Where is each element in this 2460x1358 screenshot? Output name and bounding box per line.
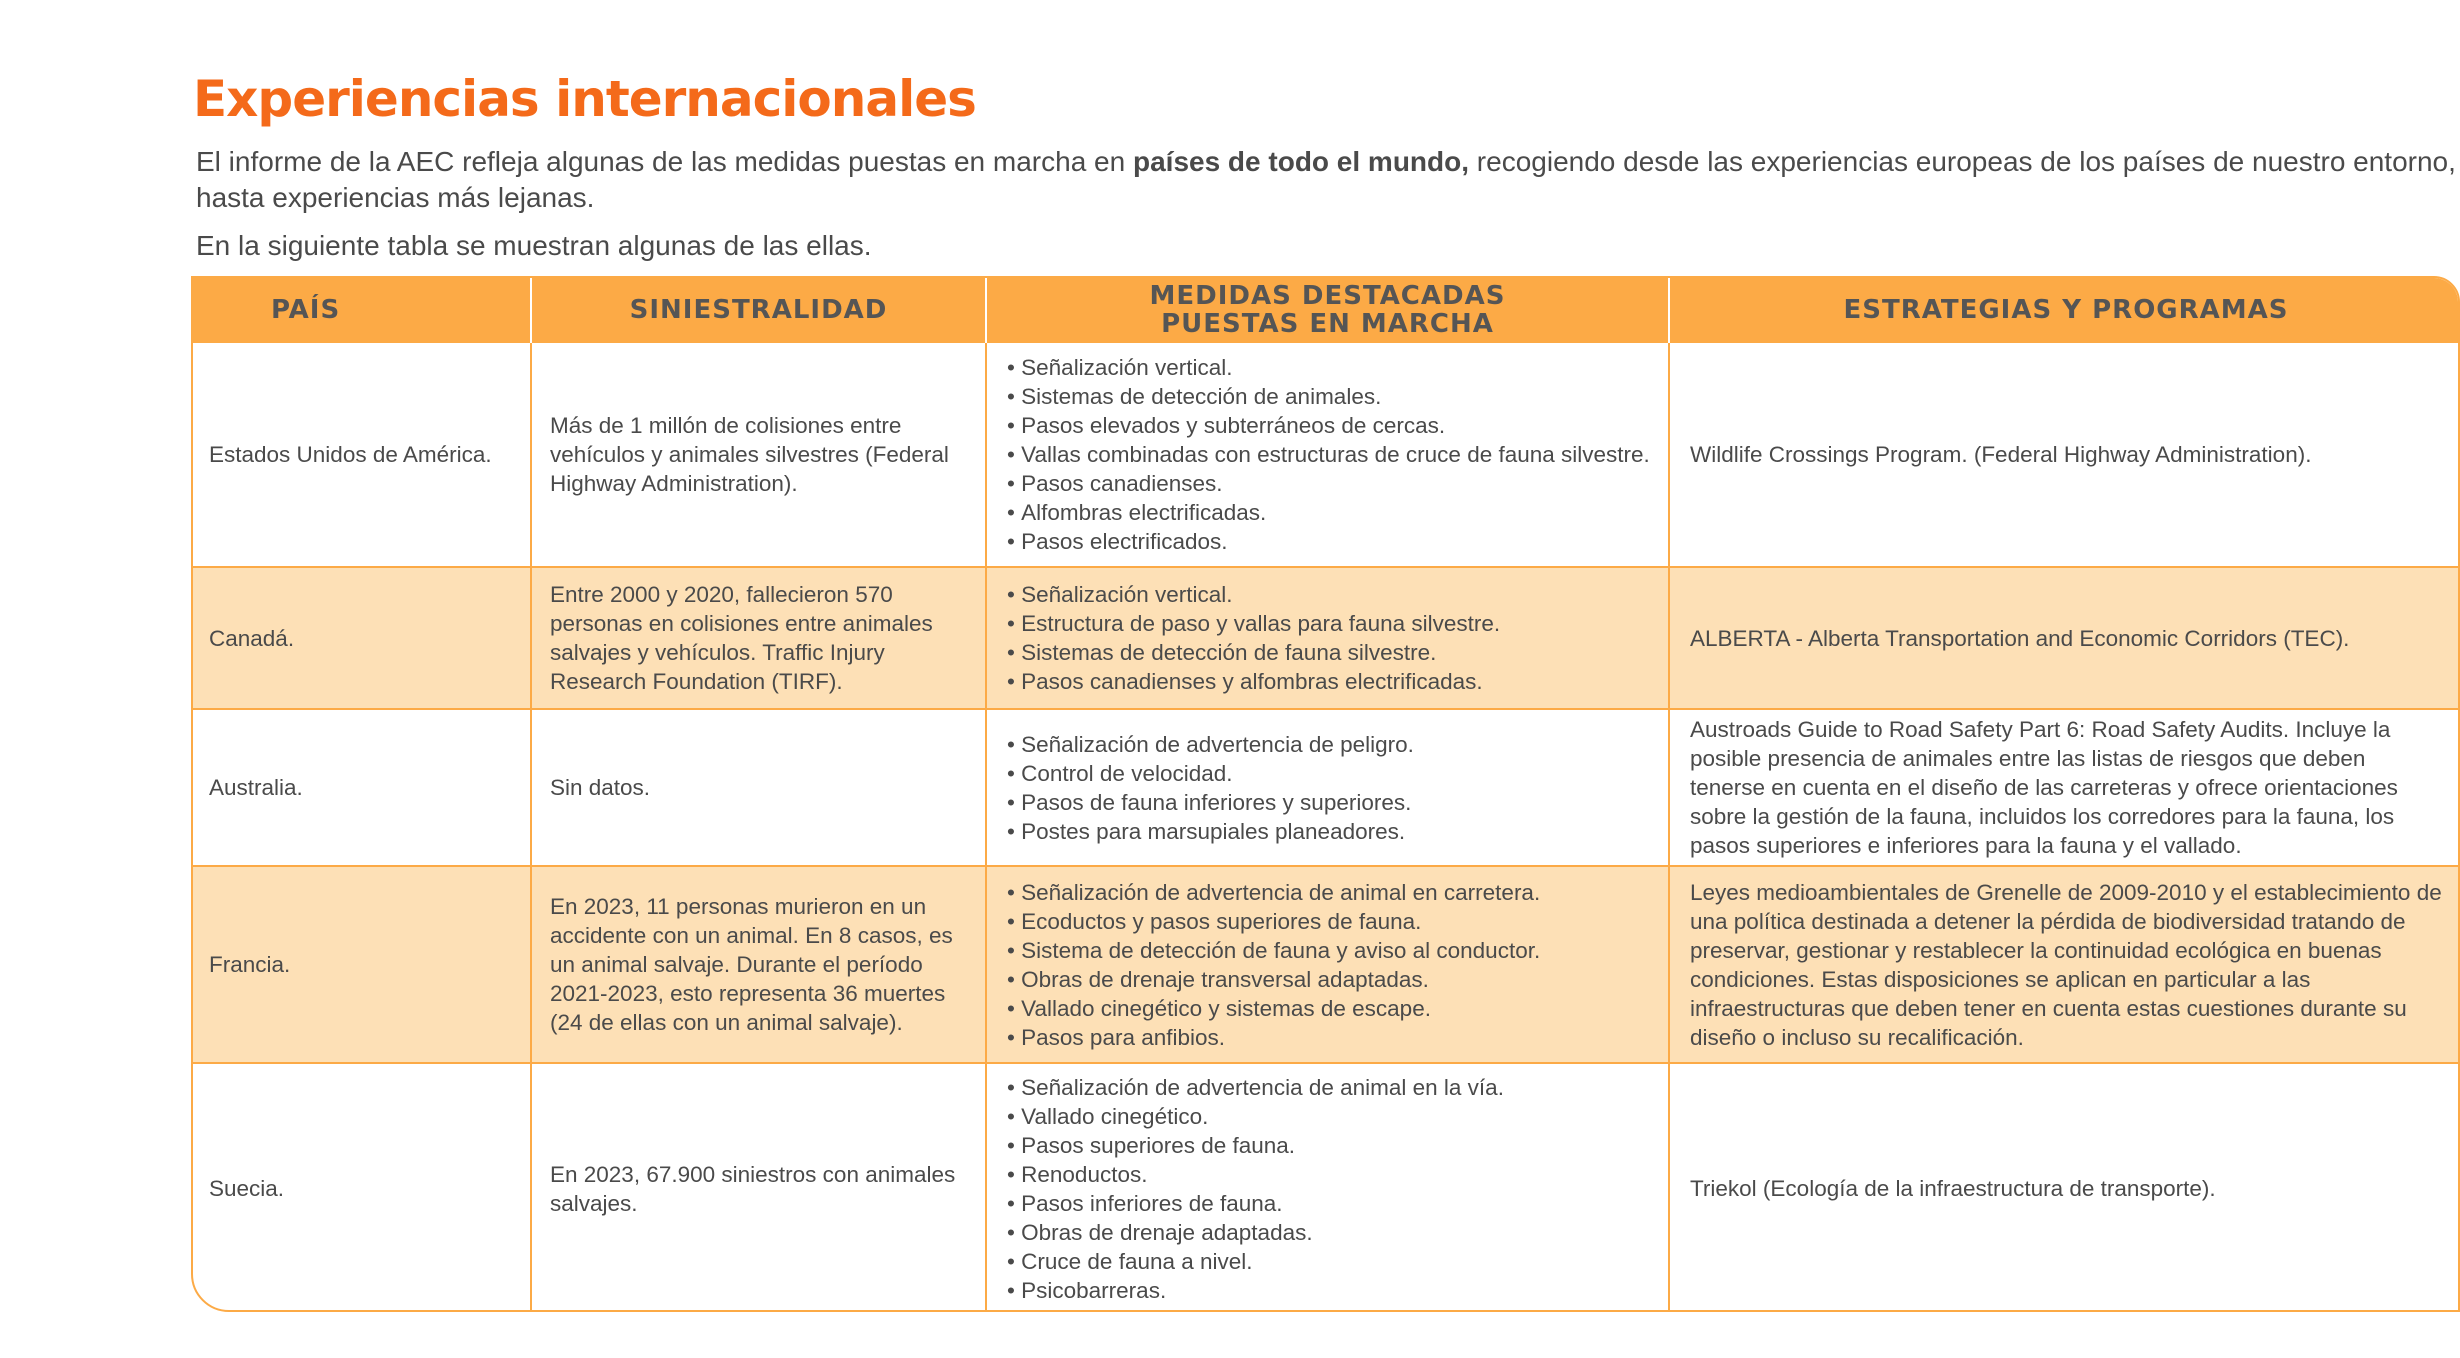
list-item: • Señalización vertical.	[1007, 580, 1650, 609]
list-item: • Vallado cinegético y sistemas de escape.	[1007, 994, 1650, 1023]
list-item: • Obras de drenaje adaptadas.	[1007, 1218, 1650, 1247]
cell-medidas	[986, 709, 1669, 866]
cell-medidas	[986, 1063, 1669, 1312]
cell-pais: Francia.	[193, 866, 531, 1063]
cell-pais: Australia.	[193, 709, 531, 866]
cell-estrategias: Triekol (Ecología de la infraestructura de transporte).	[1669, 1063, 2460, 1312]
list-item: • Señalización vertical.	[1007, 353, 1650, 382]
cell-siniestralidad: En 2023, 11 personas murieron en un accidente con un animal. En 8 casos, es un animal salvaje. Durante el período 2021-2023, esto representa 36 muertes (24 de ellas con un animal salvaje).	[531, 866, 986, 1063]
cell-medidas	[986, 567, 1669, 709]
table-row	[193, 342, 2460, 567]
list-item: • Sistemas de detección de animales.	[1007, 382, 1650, 411]
medidas-list	[1007, 353, 1650, 556]
list-item: • Pasos de fauna inferiores y superiores.	[1007, 788, 1650, 817]
list-item: • Estructura de paso y vallas para fauna silvestre.	[1007, 609, 1650, 638]
list-item: • Renoductos.	[1007, 1160, 1650, 1189]
list-item: • Pasos elevados y subterráneos de cercas.	[1007, 411, 1650, 440]
list-item: • Pasos electrificados.	[1007, 527, 1650, 556]
table-row	[193, 866, 2460, 1063]
header-medidas	[986, 278, 1669, 342]
page-title: Experiencias internacionales	[193, 70, 976, 128]
list-item: • Control de velocidad.	[1007, 759, 1650, 788]
cell-pais: Suecia.	[193, 1063, 531, 1312]
header-medidas-line1: MEDIDAS DESTACADAS	[1149, 280, 1506, 311]
cell-estrategias: Leyes medioambientales de Grenelle de 2009-2010 y el establecimiento de una política destinada a detener la pérdida de biodiversidad tratando de preservar, gestionar y restablecer la continuidad ecológica en buenas condiciones. Estas disposiciones se aplican en particular a las infraestructuras que deben tener en cuenta estas cuestiones durante su diseño o incluso su recalificación.	[1669, 866, 2460, 1063]
list-item: • Pasos canadienses.	[1007, 469, 1650, 498]
list-item: • Ecoductos y pasos superiores de fauna.	[1007, 907, 1650, 936]
intro-second-paragraph: En la siguiente tabla se muestran algunas de las ellas.	[196, 230, 872, 261]
header-medidas-line2: PUESTAS EN MARCHA	[1161, 308, 1494, 339]
list-item: • Señalización de advertencia de peligro.	[1007, 730, 1650, 759]
header-estrategias: ESTRATEGIAS Y PROGRAMAS	[1669, 278, 2460, 342]
medidas-list	[1007, 580, 1650, 696]
cell-siniestralidad: Más de 1 millón de colisiones entre vehículos y animales silvestres (Federal Highway Administration).	[531, 342, 986, 567]
cell-estrategias: ALBERTA - Alberta Transportation and Economic Corridors (TEC).	[1669, 567, 2460, 709]
medidas-list	[1007, 878, 1650, 1052]
list-item: • Psicobarreras.	[1007, 1276, 1650, 1305]
table-row	[193, 1063, 2460, 1312]
list-item: • Vallado cinegético.	[1007, 1102, 1650, 1131]
intro-paragraph	[196, 144, 2456, 216]
list-item: • Pasos para anfibios.	[1007, 1023, 1650, 1052]
list-item: • Vallas combinadas con estructuras de cruce de fauna silvestre.	[1007, 440, 1650, 469]
cell-pais: Estados Unidos de América.	[193, 342, 531, 567]
table-row	[193, 709, 2460, 866]
cell-siniestralidad: En 2023, 67.900 siniestros con animales salvajes.	[531, 1063, 986, 1312]
table-header-row	[193, 278, 2460, 342]
cell-medidas	[986, 342, 1669, 567]
cell-siniestralidad: Sin datos.	[531, 709, 986, 866]
list-item: • Pasos canadienses y alfombras electrificadas.	[1007, 667, 1650, 696]
medidas-list	[1007, 730, 1650, 846]
experiences-table	[191, 276, 2460, 1312]
cell-siniestralidad: Entre 2000 y 2020, fallecieron 570 personas en colisiones entre animales salvajes y vehículos. Traffic Injury Research Foundation (TIRF).	[531, 567, 986, 709]
medidas-list	[1007, 1073, 1650, 1305]
header-siniestralidad: SINIESTRALIDAD	[531, 278, 986, 342]
list-item: • Pasos superiores de fauna.	[1007, 1131, 1650, 1160]
list-item: • Obras de drenaje transversal adaptadas.	[1007, 965, 1650, 994]
cell-medidas	[986, 866, 1669, 1063]
list-item: • Pasos inferiores de fauna.	[1007, 1189, 1650, 1218]
list-item: • Postes para marsupiales planeadores.	[1007, 817, 1650, 846]
cell-estrategias: Austroads Guide to Road Safety Part 6: Road Safety Audits. Incluye la posible presencia de animales entre las listas de riesgos que deben tenerse en cuenta en el diseño de las carreteras y ofrece orientaciones sobre la gestión de la fauna, incluidos los corredores para la fauna, los pasos superiores e inferiores para la fauna y el vallado.	[1669, 709, 2460, 866]
intro-text: El informe de la AEC refleja algunas de las medidas puestas en marcha en	[196, 146, 1133, 177]
list-item: • Alfombras electrificadas.	[1007, 498, 1650, 527]
intro-bold-text: países de todo el mundo,	[1132, 146, 1470, 177]
list-item: • Sistemas de detección de fauna silvestre.	[1007, 638, 1650, 667]
list-item: • Señalización de advertencia de animal en la vía.	[1007, 1073, 1650, 1102]
list-item: • Señalización de advertencia de animal en carretera.	[1007, 878, 1650, 907]
list-item: • Sistema de detección de fauna y aviso al conductor.	[1007, 936, 1650, 965]
cell-estrategias: Wildlife Crossings Program. (Federal Highway Administration).	[1669, 342, 2460, 567]
list-item: • Cruce de fauna a nivel.	[1007, 1247, 1650, 1276]
intro-text-end: recogiendo desde las experiencias europeas de los países de nuestro entorno, hasta experiencias más lejanas.	[196, 146, 2456, 213]
table-row	[193, 567, 2460, 709]
header-pais: PAÍS	[193, 278, 531, 342]
cell-pais: Canadá.	[193, 567, 531, 709]
